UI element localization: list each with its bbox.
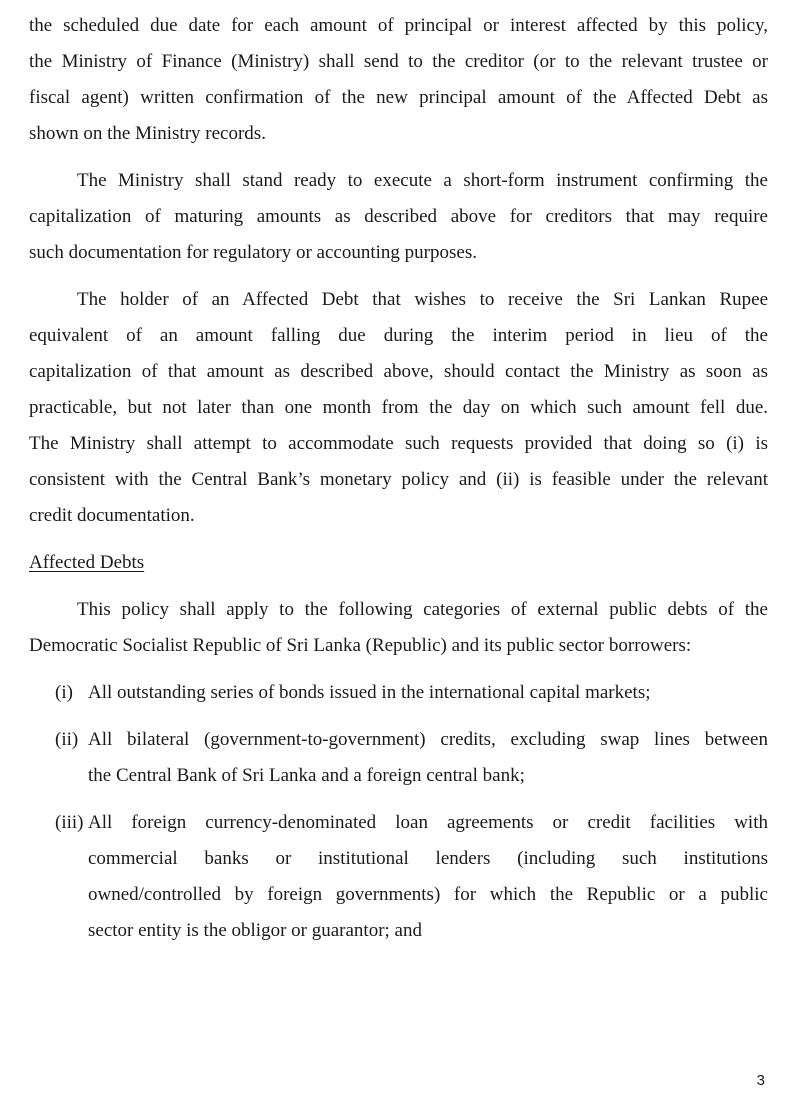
text-line: the scheduled due date for each amount of principal or interest affected by this policy, xyxy=(29,15,768,36)
text-line: consistent with the Central Bank’s monetary policy and (ii) is feasible under the relevant xyxy=(29,469,768,490)
text-line: fiscal agent) written confirmation of the new principal amount of the Affected Debt as xyxy=(29,87,768,108)
list-item-ii xyxy=(29,722,768,794)
text-line: sector entity is the obligor or guarantor; and xyxy=(88,920,422,941)
paragraph-rupee-equivalent xyxy=(29,282,768,534)
text-line: All foreign currency-denominated loan agreements or credit facilities with xyxy=(88,812,768,833)
text-line: Democratic Socialist Republic of Sri Lanka (Republic) and its public sector borrowers: xyxy=(29,635,692,656)
page-number: 3 xyxy=(756,1072,765,1089)
paragraph-section-intro xyxy=(29,592,768,664)
text-line: This policy shall apply to the following categories of external public debts of the xyxy=(77,599,768,620)
text-line: the Central Bank of Sri Lanka and a foreign central bank; xyxy=(88,765,525,786)
paragraph-continuation xyxy=(29,8,768,152)
text-line: the Ministry of Finance (Ministry) shall send to the creditor (or to the relevant trustee or xyxy=(29,51,768,72)
list-item-i xyxy=(29,675,768,711)
list-marker: (ii) xyxy=(55,729,79,750)
text-line: equivalent of an amount falling due during the interim period in lieu of the xyxy=(29,325,768,346)
section-heading: Affected Debts xyxy=(29,552,145,573)
text-line: All bilateral (government-to-government) credits, excluding swap lines between xyxy=(88,729,768,750)
text-line: The holder of an Affected Debt that wishes to receive the Sri Lankan Rupee xyxy=(77,289,768,310)
list-marker: (iii) xyxy=(55,812,84,833)
paragraph-short-form-instrument xyxy=(29,163,768,271)
text-line: credit documentation. xyxy=(29,505,195,526)
document-page xyxy=(29,8,768,949)
list-item-iii xyxy=(29,805,768,949)
text-line: capitalization of that amount as described above, should contact the Ministry as soon as xyxy=(29,361,768,382)
text-line: shown on the Ministry records. xyxy=(29,123,266,144)
text-line: capitalization of maturing amounts as described above for creditors that may require xyxy=(29,206,768,227)
text-line: such documentation for regulatory or accounting purposes. xyxy=(29,242,477,263)
text-line: The Ministry shall attempt to accommodate such requests provided that doing so (i) is xyxy=(29,433,768,454)
text-line: commercial banks or institutional lenders (including such institutions xyxy=(88,848,768,869)
text-line: The Ministry shall stand ready to execute a short-form instrument confirming the xyxy=(77,170,768,191)
text-line: practicable, but not later than one month from the day on which such amount fell due. xyxy=(29,397,768,418)
text-line: All outstanding series of bonds issued in the international capital markets; xyxy=(88,682,651,703)
list-marker: (i) xyxy=(55,682,73,703)
text-line: owned/controlled by foreign governments) for which the Republic or a public xyxy=(88,884,768,905)
